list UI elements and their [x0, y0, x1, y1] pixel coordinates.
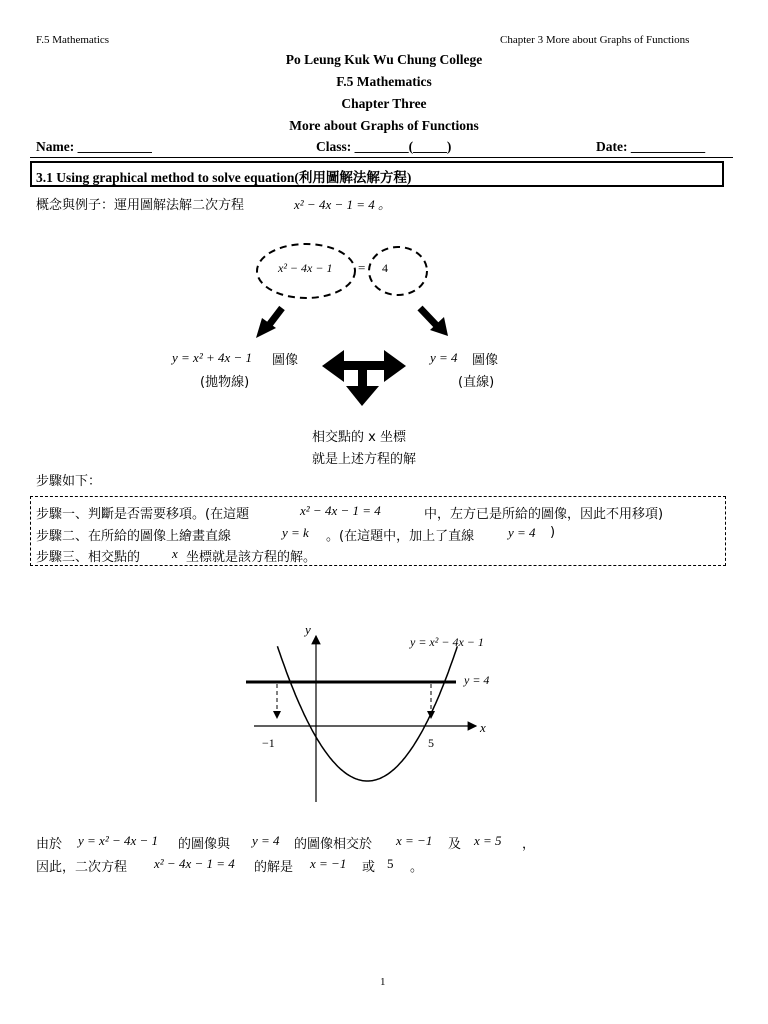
- right-graph-equation: y = 4: [430, 350, 458, 365]
- graph-line-label: y = 4: [464, 673, 490, 687]
- conclusion-1d: 及: [448, 837, 462, 852]
- form-underline: [30, 157, 733, 158]
- right-arrow-shaft: [420, 308, 438, 327]
- topic-title: More about Graphs of Functions: [289, 118, 479, 133]
- left-graph-word: 圖像: [272, 353, 299, 368]
- step3-text-b: 坐標就是該方程的解。: [186, 550, 317, 565]
- t-arrow-right-head: [384, 350, 406, 382]
- left-bubble-text: x² − 4x − 1: [278, 261, 333, 275]
- quadratic-graph: [0, 600, 768, 820]
- date-field: Date: ___________: [596, 139, 706, 154]
- conclusion-1b: 的圖像與: [178, 837, 231, 852]
- step2-equation-2: y = 4: [508, 525, 536, 540]
- section-heading: 3.1 Using graphical method to solve equation(利用圖解法解方程): [36, 170, 412, 185]
- conclusion-2-val: 5: [387, 856, 394, 871]
- graph-y-label: y: [305, 622, 311, 637]
- graph-x-label: x: [480, 720, 486, 735]
- step1-text-a: 步驟一、判斷是否需要移項。(在這題: [36, 507, 250, 522]
- conclusion-1-eq1: y = x² − 4x − 1: [78, 833, 159, 848]
- result-line-2: 就是上述方程的解: [312, 452, 417, 467]
- step2-text-c: ): [550, 525, 556, 540]
- conclusion-2c: 或: [362, 860, 376, 875]
- conclusion-1-eq4: x = 5: [474, 833, 502, 848]
- conclusion-2b: 的解是: [254, 860, 294, 875]
- step3-text-a: 步驟三、相交點的: [36, 550, 141, 565]
- conclusion-1e: ，: [522, 837, 536, 852]
- conclusion-1c: 的圖像相交於: [294, 837, 373, 852]
- header-left: F.5 Mathematics: [36, 34, 110, 46]
- left-graph-equation: y = x² + 4x − 1: [172, 350, 253, 365]
- conclusion-1a: 由於: [36, 837, 63, 852]
- school-title: Po Leung Kuk Wu Chung College: [285, 52, 483, 67]
- conclusion-2-eq2: x = −1: [310, 856, 347, 871]
- header-right: Chapter 3 More about Graphs of Functions: [500, 34, 690, 46]
- right-graph-note: (直線): [458, 375, 495, 390]
- steps-intro: 步驟如下：: [36, 474, 102, 489]
- step2-text-a: 步驟二、在所給的圖像上繪畫直線: [36, 529, 232, 544]
- right-graph-word: 圖像: [472, 353, 499, 368]
- right-bubble: [369, 247, 427, 295]
- class-field: Class: ________(_____): [316, 139, 452, 154]
- t-arrow-down-head: [346, 386, 379, 406]
- graph-curve-label: y = x² − 4x − 1: [410, 635, 484, 649]
- name-field: Name: ___________: [36, 139, 152, 154]
- t-arrow-stem: [358, 368, 367, 388]
- step3-x: x: [172, 546, 178, 561]
- t-arrow-left-head: [322, 350, 344, 382]
- page-number: 1: [380, 976, 386, 988]
- conclusion-2a: 因此，二次方程: [36, 860, 128, 875]
- intro-text: 概念與例子：運用圖解法解二次方程: [36, 198, 245, 213]
- conclusion-1-eq3: x = −1: [396, 833, 433, 848]
- conclusion-1-eq2: y = 4: [252, 833, 280, 848]
- intro-equation: x² − 4x − 1 = 4 。: [294, 197, 392, 212]
- graph-root-left: −1: [262, 736, 275, 750]
- step1-text-b: 中，左方已是所給的圖像，因此不用移項): [424, 507, 664, 522]
- bubble-equals: =: [358, 260, 366, 275]
- result-line-1: 相交點的 x 坐標: [312, 430, 406, 445]
- step2-equation: y = k: [282, 525, 309, 540]
- graph-root-right: 5: [428, 736, 434, 750]
- conclusion-2-eq: x² − 4x − 1 = 4: [154, 856, 235, 871]
- step1-equation: x² − 4x − 1 = 4: [300, 503, 381, 518]
- left-graph-note: (拋物線): [200, 375, 250, 390]
- step2-text-b: 。(在這題中，加上了直線: [326, 529, 475, 544]
- conclusion-2d: 。: [410, 860, 424, 875]
- subject-title: F.5 Mathematics: [336, 74, 432, 89]
- parabola-curve: [277, 646, 457, 781]
- chapter-title: Chapter Three: [341, 96, 427, 111]
- right-bubble-text: 4: [382, 261, 388, 275]
